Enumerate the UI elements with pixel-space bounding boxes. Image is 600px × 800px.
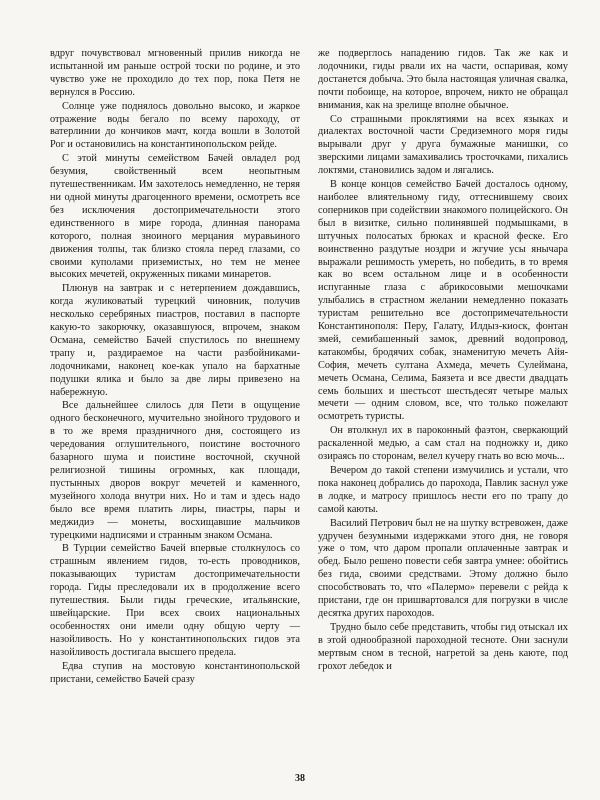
paragraph: Трудно было себе представить, чтобы гид отыскал их в этой однообразной пароходной тесноте. Они заснули мертвым сном в тесной, нагретой за день каюте, под грохот лебедок и — [318, 621, 568, 672]
paragraph: Вечером до такой степени измучились и устали, что пока наконец добрались до парохода, Павлик заснул уже в лодке, и матросу пришлось нести его по трапу до самой каюты. — [318, 465, 568, 515]
paragraph: В конце концов семейство Бачей досталось одному, наиболее влиятельному гиду, оттеснившему своих соперников при содействии знакомого полицейского. Он был в визитке, сильно полинявшей подмышками, в штучных полосатых брюках и красной феске. Его воинственно раздутые ноздри и жгучие усы янычара выражали решимость умереть, но победить, в то время как во всем остальном лице и в особенности испуганные глаза с абрикосовыми мешочками улыбались в страстном желании немедленно показать туристам решительно все достопримечательности Константинополя: Перу, Галату, Илдыз-киоск, фонтан змей, семибашенный замок, древний водопровод, катакомбы, бродячих собак, знаменитую мечеть Айя-София, мечеть султана Ахмеда, мечеть Сулеймана, мечеть Османа, Селима, Баязета и все двести двадцать семь больших и шестьсот шестьдесят четыре малых мечети — одним словом, все, что только пожелают осмотреть туристы. — [318, 179, 568, 423]
paragraph: Плюнув на завтрак и с нетерпением дождавшись, когда жуликоватый турецкий чиновник, получив несколько серебряных пиастров, поставил в паспорте какую-то закорючку, оказавшуюся, впрочем, знаком Османа, семейство Бачей спустилось по внешнему трапу и, раздираемое на части разбойниками-лодочниками, наконец кое-как упало на бархатные подушки ялика и было за две лиры привезено на набережную. — [50, 283, 300, 398]
left-column — [50, 48, 300, 687]
paragraph: В Турции семейство Бачей впервые столкнулось со страшным явлением гидов, то-есть проводников, показывающих туристам достопримечательности города. Гиды преследовали их в продолжение всего путешествия. Были гиды греческие, итальянские, швейцарские. При всех своих национальных особенностях они имели одну общую черту — назойливость. Но у константинопольских гидов эта назойливость достигала высшего предела. — [50, 543, 300, 658]
paragraph: С этой минуты семейством Бачей овладел род безумия, свойственный всем неопытным путешественникам. Им захотелось немедленно, не теряя ни одной минуты драгоценного времени, осмотреть все без исключения достопримечательности этого единственного в мире города, длинная панорама которого, полная зноиного мерцания муравьиного движения толпы, так близко стояла перед глазами, со своими куполами приземистых, но тем не менее высоких мечетей, окруженных пиками минаретов. — [50, 153, 300, 281]
paragraph: Он втолкнул их в пароконный фаэтон, сверкающий раскаленной медью, а сам стал на подножку и, дико озираясь по сторонам, велел кучеру гнать во всю мочь... — [318, 425, 568, 463]
paragraph: же подверглось нападению гидов. Так же как и лодочники, гиды рвали их на части, оспаривая, кому достанется добыча. Это была настоящая уличная свалка, почти побоище, на которое, впрочем, никто не обращал внимания, как на зрелище вполне обычное. — [318, 48, 568, 111]
paragraph: Василий Петрович был не на шутку встревожен, даже удручен безумными издержками этого дня, не говоря уже о том, что даром пропали оплаченные завтрак и обед. Было решено повести себя завтра умнее: обойтись без гида, своими средствами. Этому должно было способствовать то, что «Палермо» перевели с рейда к пристани, где он пришвартовался для погрузки в числе десятка других пароходов. — [318, 517, 568, 619]
paragraph: Солнце уже поднялось довольно высоко, и жаркое отражение воды бегало по всему пароходу, от ватерлинии до кончиков мачт, когда вошли в Золотой Рог и остановились на константинопольском рейде. — [50, 100, 300, 151]
page-number: 38 — [295, 773, 305, 784]
paragraph: вдруг почувствовал мгновенный прилив никогда не испытанной им раньше острой тоски по родине, и это чувство уже не проходило до тех пор, пока Петя не вернулся в Россию. — [50, 48, 300, 98]
right-column — [318, 48, 568, 675]
paragraph: Едва ступив на мостовую константинопольской пристани, семейство Бачей сразу — [50, 660, 300, 685]
paragraph: Все дальнейшее слилось для Пети в ощущение одного бесконечного, мучительно знойного трудового и в то же время праздничного дня, состоящего из чередования оглушительного, поистине восточного базарного шума и поистине восточной, скучной религиозной тишины огромных, как площади, пустынных дворов вокруг мечетей и каменного, музейного холода внутри них. Но и там и здесь надо было все время платить лиры, пиастры, пары и меджидиэ — монеты, восхищавшие мальчиков турецкими надписями и странным знаком Османа. — [50, 400, 300, 541]
paragraph: Со страшными проклятиями на всех языках и диалектах восточной части Средиземного моря гиды вырывали друг у друга бумажные манишки, со зверскими лицами замахивались тросточками, пихались локтями, становились задом и лягались. — [318, 113, 568, 177]
